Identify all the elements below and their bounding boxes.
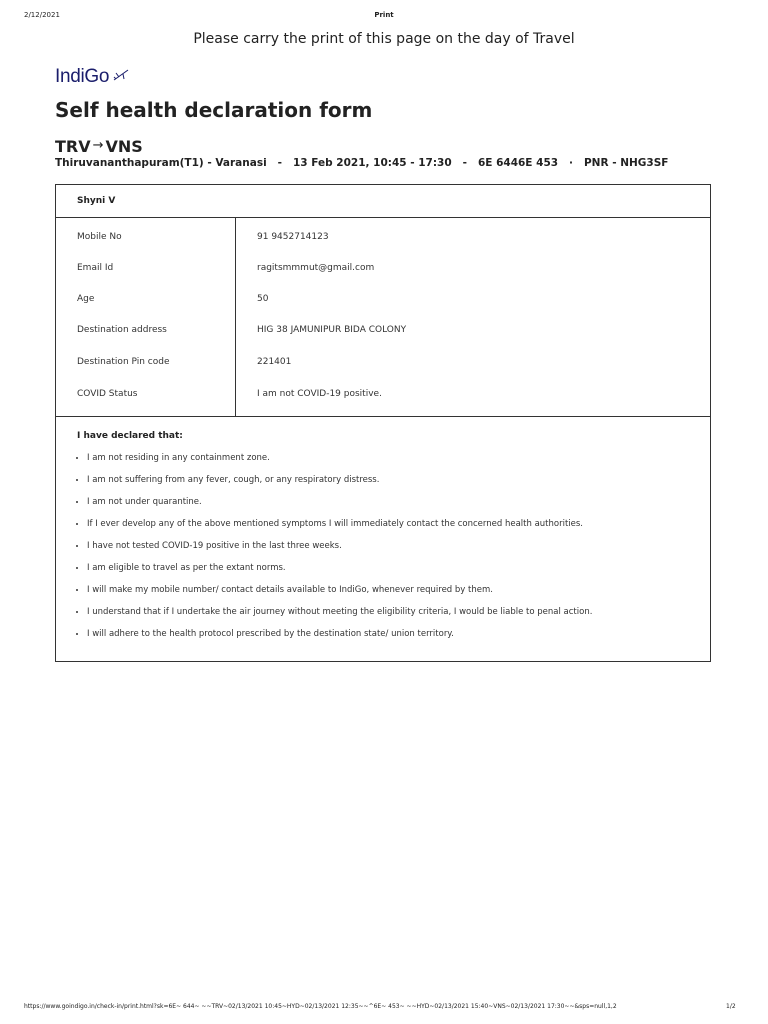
detail-label: COVID Status xyxy=(77,389,138,399)
detail-row-address xyxy=(56,325,710,341)
logo-text: IndiGo xyxy=(55,66,110,87)
print-notice: Please carry the print of this page on the day of Travel xyxy=(193,31,575,47)
passenger-name: Shyni V xyxy=(77,196,116,206)
declarations-title: I have declared that: xyxy=(77,431,183,441)
list-item: • I understand that if I undertake the air journey without meeting the eligibility criteria, I would be liable to penal action. xyxy=(87,606,707,628)
detail-value: 91 9452714123 xyxy=(257,232,329,242)
declaration-card xyxy=(55,184,711,662)
list-item: • I am not residing in any containment zone. xyxy=(87,452,707,474)
declarations-list xyxy=(70,452,707,650)
print-footer-url: https://www.goindigo.in/check-in/print.html?sk=6E~ 644~ ~~TRV~02/13/2021 10:45~HYD~02/13/2021 12:35~~^6E~ 453~ ~~HYD~02/13/2021 15:40~VNS~02/13/2021 17:30~~&sps=null,1,2 xyxy=(24,1003,617,1010)
list-item: • I am not under quarantine. xyxy=(87,496,707,518)
detail-row-covid-status xyxy=(56,389,710,405)
detail-value: HIG 38 JAMUNIPUR BIDA COLONY xyxy=(257,325,407,335)
list-item: • I will make my mobile number/ contact details available to IndiGo, whenever required by them. xyxy=(87,584,707,606)
plane-icon xyxy=(112,68,130,82)
print-title: Print xyxy=(374,11,394,19)
list-item: • I am eligible to travel as per the extant norms. xyxy=(87,562,707,584)
detail-value: ragitsmmmut@gmail.com xyxy=(257,263,375,273)
detail-label: Destination Pin code xyxy=(77,357,170,367)
detail-row-pincode xyxy=(56,357,710,373)
detail-label: Email Id xyxy=(77,263,114,273)
divider xyxy=(56,217,710,218)
divider xyxy=(56,416,710,417)
journey-details: Thiruvananthapuram(T1) - Varanasi - 13 Feb 2021, 10:45 - 17:30 - 6E 6446E 453 · PNR - NHG3SF xyxy=(55,157,669,169)
detail-label: Age xyxy=(77,294,95,304)
route-destination: VNS xyxy=(105,137,143,156)
list-item: • I will adhere to the health protocol prescribed by the destination state/ union territory. xyxy=(87,628,707,650)
detail-row-mobile xyxy=(56,232,710,248)
list-item: • I am not suffering from any fever, cough, or any respiratory distress. xyxy=(87,474,707,496)
page-title: Self health declaration form xyxy=(55,98,373,122)
detail-value: 221401 xyxy=(257,357,292,367)
detail-value: 50 xyxy=(257,294,269,304)
detail-label: Mobile No xyxy=(77,232,122,242)
list-item: • I have not tested COVID-19 positive in the last three weeks. xyxy=(87,540,707,562)
detail-row-email xyxy=(56,263,710,279)
print-date: 2/12/2021 xyxy=(24,11,60,19)
route-heading xyxy=(55,137,143,156)
detail-row-age xyxy=(56,294,710,310)
list-item: • If I ever develop any of the above mentioned symptoms I will immediately contact the concerned health authorities. xyxy=(87,518,707,540)
route-origin: TRV xyxy=(55,137,91,156)
detail-label: Destination address xyxy=(77,325,167,335)
page-number: 1/2 xyxy=(726,1003,736,1010)
indigo-logo xyxy=(55,66,130,88)
detail-value: I am not COVID-19 positive. xyxy=(257,389,382,399)
arrow-right-icon: → xyxy=(92,138,104,153)
